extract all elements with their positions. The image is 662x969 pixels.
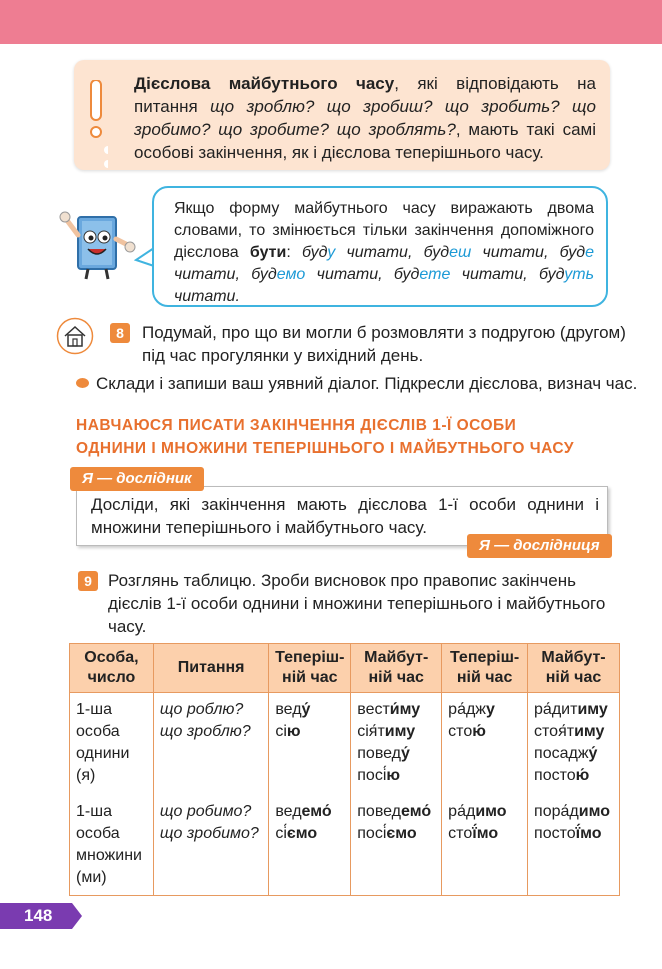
header-question: Питання [153, 644, 268, 693]
tip-text: Якщо форму майбутнього часу виражають двома словами, то змінюється тільки закінчення допоміжного дієслова бути: буду читати, будеш читати, буде читати, будемо читати, будете читати, будуть читати. [174, 200, 595, 305]
task-9-text-line1: Розглянь таблицю. Зроби висновок про правопис закінчень [108, 571, 576, 590]
cell-present-1: ведемо́ сі́ємо [269, 795, 351, 896]
cell-person: 1-ша особа множини (ми) [70, 795, 154, 896]
table-header-row [70, 644, 620, 693]
cell-future-2: ра́дитиму стоя́тиму посаджу́ постою́ [528, 693, 620, 796]
task-8-text-line1: Подумай, про що ви могли б розмовляти з подругою (другом) [142, 323, 626, 342]
header-present-2: Теперіш- ній час [442, 644, 528, 693]
cell-future-1: вести́му сія́тиму поведу́ посі́ю [351, 693, 442, 796]
task-8-text-line2: під час прогулянки у вихідний день. [142, 346, 424, 365]
cell-question: що роблю? що зроблю? [153, 693, 268, 796]
cell-future-2: пора́димо постої́мо [528, 795, 620, 896]
task-9-text-line2: дієслів 1-ї особи однини і множини теперішнього і майбутнього [108, 594, 606, 613]
section-heading: НАВЧАЮСЯ ПИСАТИ ЗАКІНЧЕННЯ ДІЄСЛІВ 1-Ї ОСОБИ ОДНИНИ І МНОЖИНИ ТЕПЕРІШНЬОГО І МАЙБУТНЬОГО ЧАСУ [76, 417, 575, 457]
exclamation-icon [84, 80, 108, 170]
home-icon [56, 317, 94, 355]
table-row [70, 795, 620, 896]
rule-text: Дієслова майбутнього часу, які відповідають на питання що зроблю? що зробиш? що зробить? що зробимо? що зробите? що зроблять?, мають такі самі особові закінчення, як і дієслова теперішнього часу. [134, 74, 596, 162]
book-mascot-icon [58, 205, 138, 285]
table-row [70, 693, 620, 796]
researcher-tag-male: Я — дослідник [70, 467, 204, 491]
header-future-2: Майбут- ній час [528, 644, 620, 693]
rule-box [74, 60, 610, 170]
header-present-1: Теперіш- ній час [269, 644, 351, 693]
task-8-bullet-text: Склади і запиши ваш уявний діалог. Підкресли дієслова, визнач час. [96, 374, 638, 393]
task-9-number: 9 [78, 571, 98, 591]
cell-future-1: поведемо́ посі́ємо [351, 795, 442, 896]
endings-table [69, 643, 620, 896]
page-number: 148 [24, 906, 53, 925]
cell-person: 1-ша особа однини (я) [70, 693, 154, 796]
task-9-text-line3: часу. [108, 617, 147, 636]
tip-bubble [152, 186, 608, 307]
task-8-number: 8 [110, 323, 130, 343]
top-color-bar [0, 0, 662, 44]
header-person: Особа, число [70, 644, 154, 693]
cell-present-2: ра́димо стої́мо [442, 795, 528, 896]
header-future-1: Майбут- ній час [351, 644, 442, 693]
researcher-tag-female: Я — дослідниця [467, 534, 612, 558]
cell-question: що робимо? що зробимо? [153, 795, 268, 896]
cell-present-2: ра́джу стою́ [442, 693, 528, 796]
bullet-dot [76, 378, 89, 388]
cell-present-1: веду́ сію [269, 693, 351, 796]
research-text: Досліди, які закінчення мають дієслова 1-ї особи однини і множини теперішнього і майбутнього часу. [91, 495, 599, 537]
